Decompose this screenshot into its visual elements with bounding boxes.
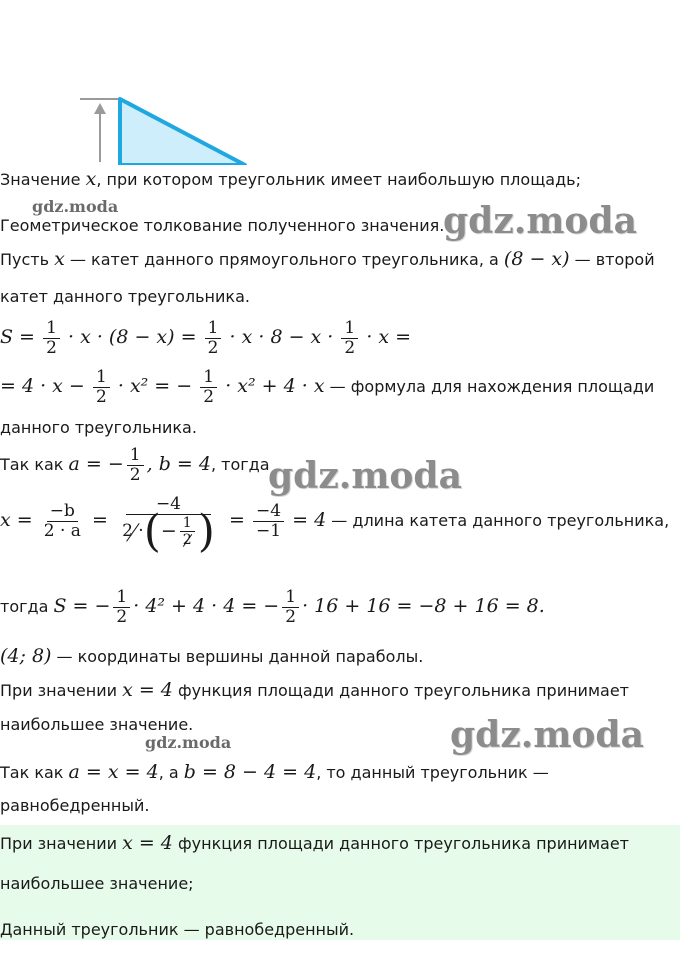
- text: — катет данного прямоугольного треугольника, а: [64, 250, 504, 269]
- answer-line: наибольшее значение;: [0, 874, 194, 893]
- text: — формула для нахождения площади: [324, 377, 655, 396]
- text: функция площади данного треугольника принимает: [172, 834, 629, 853]
- equation-line: [0, 315, 411, 360]
- fraction: $\frac{1}{2}$: [113, 588, 130, 627]
- math-expr: · x · 8 − x ·: [229, 326, 334, 348]
- text-line: данного треугольника.: [0, 418, 197, 437]
- fraction: $\frac{-4}{-1}$: [253, 502, 284, 541]
- fraction: $\frac{1}{2}$: [205, 319, 222, 358]
- math-expr: = 4 · x −: [0, 375, 85, 397]
- text-line: катет данного треугольника.: [0, 287, 250, 306]
- equation-line: [0, 442, 270, 487]
- math-expr: · x² = −: [117, 375, 193, 397]
- watermark: gdz.moda: [145, 733, 232, 752]
- math-expr: · x² + 4 · x: [225, 375, 325, 397]
- math-expr: , b = 4: [146, 453, 211, 475]
- math-var: x: [54, 248, 65, 270]
- math-expr: · x =: [366, 326, 412, 348]
- watermark: gdz.moda: [32, 197, 119, 216]
- watermark: gdz.moda: [268, 455, 462, 497]
- fraction: $\frac{1}{2}$: [282, 588, 299, 627]
- math-expr: x = 4: [122, 832, 173, 854]
- fraction: $\frac{1}{2}$: [180, 515, 195, 548]
- text: При значении: [0, 834, 123, 853]
- arrow-head: [94, 103, 106, 114]
- text: , тогда: [210, 455, 270, 474]
- math-expr: · 4² + 4 · 4 = −: [133, 595, 280, 617]
- math-expr: (8 − x): [503, 248, 570, 270]
- text: При значении: [0, 681, 123, 700]
- math-expr: =: [228, 509, 245, 531]
- equation-line: [0, 584, 545, 629]
- triangle-diagram: [70, 90, 260, 165]
- answer-line: Данный треугольник — равнобедренный.: [0, 920, 355, 939]
- math-expr: a = −: [68, 453, 124, 475]
- text-line: наибольшее значение.: [0, 715, 194, 734]
- fraction: $\frac{1}{2}$: [93, 368, 110, 407]
- paren: ): [197, 506, 215, 557]
- triangle-shape: [120, 99, 245, 165]
- text: — длина катета данного треугольника,: [326, 511, 670, 530]
- math-expr: x =: [0, 509, 33, 531]
- answer-line: [0, 832, 629, 855]
- fraction: $\frac{1}{2}$: [200, 368, 217, 407]
- equation-line: [0, 364, 654, 409]
- minus: −: [160, 520, 177, 542]
- fraction: $\frac{1}{2}$: [127, 446, 144, 485]
- text: — второй: [569, 250, 655, 269]
- text: Пусть: [0, 250, 55, 269]
- math-var: x: [85, 168, 97, 190]
- fraction: $\frac{1}{2}$: [43, 319, 60, 358]
- text: , а: [158, 763, 184, 782]
- fraction: $\frac{-b}{2 \cdot a}$: [43, 501, 81, 541]
- text-line: [0, 679, 629, 702]
- math-expr: b = 8 − 4 = 4: [183, 761, 317, 783]
- text: тогда: [0, 597, 54, 616]
- math-expr: (4; 8): [0, 645, 52, 667]
- watermark: gdz.moda: [443, 200, 637, 242]
- math-expr: · 16 + 16 = −8 + 16 = 8.: [302, 595, 545, 617]
- math-expr: S = −: [53, 595, 111, 617]
- text: — координаты вершины данной параболы.: [51, 647, 424, 666]
- text: , то данный треугольник —: [316, 763, 549, 782]
- paren: (: [143, 506, 161, 557]
- text-line: [0, 248, 655, 271]
- text: , при котором треугольник имеет наибольшую площадь;: [96, 170, 581, 189]
- math-expr: · x · (8 − x) =: [68, 326, 197, 348]
- text: Так как: [0, 763, 69, 782]
- math-expr: a = x = 4: [68, 761, 159, 783]
- math-expr: =: [92, 509, 108, 531]
- math-expr: x = 4: [122, 679, 173, 701]
- text: Так как: [0, 455, 69, 474]
- text-line: равнобедренный.: [0, 796, 150, 815]
- math-expr: = 4: [292, 509, 327, 531]
- text: Значение: [0, 170, 86, 189]
- fraction: −4 2 · ( − $\frac{1}{2}$ ): [122, 494, 215, 557]
- equation-line: [0, 490, 670, 557]
- text-line: [0, 761, 549, 784]
- text: функция площади данного треугольника принимает: [172, 681, 629, 700]
- math-expr: 2 ·: [122, 521, 144, 541]
- text-line: [0, 645, 423, 668]
- fraction: $\frac{1}{2}$: [341, 319, 358, 358]
- text-line: [0, 168, 581, 191]
- text-line: Геометрическое толкование полученного значения.: [0, 216, 445, 235]
- watermark: gdz.moda: [450, 714, 644, 756]
- math-expr: S =: [0, 326, 35, 348]
